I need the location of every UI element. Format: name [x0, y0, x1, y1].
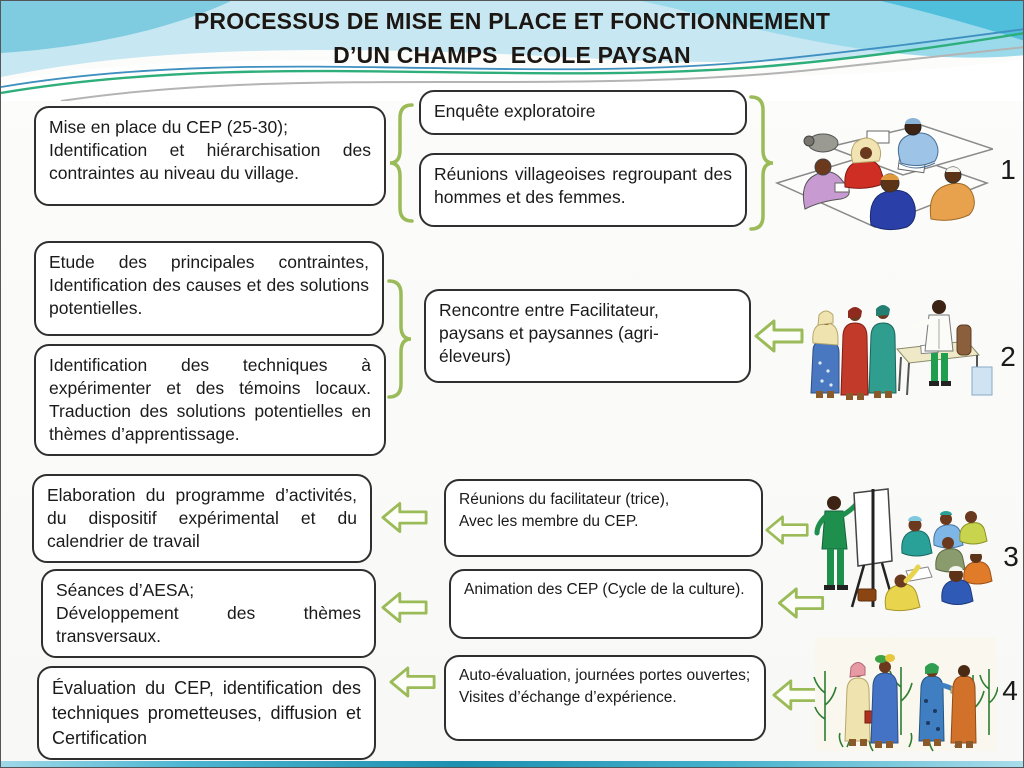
illustration-farmers-field-visit	[813, 623, 998, 756]
step-number-2: 2	[1000, 341, 1016, 372]
step-number-3: 3	[1003, 541, 1019, 572]
box-text: Avec les membre du CEP.	[459, 513, 639, 530]
box-text: paysans et paysannes (agri-	[439, 323, 659, 344]
box-text: Identification et hiérarchisation des contraintes au niveau du village.	[49, 140, 371, 184]
process-box-mid-1a	[419, 90, 747, 135]
process-box-mid-4	[449, 569, 763, 639]
box-text: Réunions villageoises regroupant des hommes et des femmes.	[434, 164, 732, 208]
illustration-farmers-meeting-facilitator	[789, 273, 994, 405]
process-box-left-4	[32, 474, 372, 563]
brace-close-icon	[386, 278, 414, 400]
page-title-line-1: PROCESSUS DE MISE EN PLACE ET FONCTIONNEMENT	[193, 8, 831, 34]
process-box-left-3	[34, 344, 386, 456]
page-title-line-2: D’UN CHAMPS ECOLE PAYSAN	[333, 42, 691, 68]
arrow-left-icon	[389, 665, 436, 699]
box-text: éleveurs)	[439, 346, 511, 367]
arrow-left-icon	[381, 591, 428, 624]
arrow-left-icon	[381, 501, 428, 534]
box-text: Enquête exploratoire	[434, 101, 596, 121]
brace-open-icon	[387, 102, 415, 224]
box-text: Séances d’AESA;	[56, 580, 195, 600]
footer-wave-bar	[1, 761, 1023, 767]
box-text: Identification des techniques à expérimenter et des témoins locaux. Traduction des solutions potentielles en thèmes d’apprentissage.	[49, 355, 371, 445]
box-text: Etude des principales contraintes, Identification des causes et des solutions potentielles.	[49, 252, 369, 319]
process-box-mid-1b	[419, 153, 747, 227]
process-box-mid-2	[424, 289, 751, 383]
process-box-left-6	[37, 666, 376, 760]
box-text: Développement des thèmes transversaux.	[56, 603, 361, 647]
box-text: Animation des CEP (Cycle de la culture).	[464, 581, 745, 598]
box-text: Auto-évaluation, journées portes ouvertes;	[459, 667, 751, 684]
illustration-villagers-seated-meeting	[771, 91, 993, 239]
process-box-left-1	[34, 106, 386, 206]
box-text: Visites d’échange d’expérience.	[459, 689, 677, 706]
box-text: Réunions du facilitateur (trice),	[459, 491, 670, 508]
process-box-mid-5	[444, 655, 766, 741]
illustration-facilitator-flipchart-group	[794, 469, 996, 621]
process-box-left-5	[41, 569, 376, 658]
step-number-4: 4	[1002, 675, 1018, 706]
box-text: Mise en place du CEP (25-30);	[49, 117, 288, 137]
box-text: Évaluation du CEP, identification des techniques prometteuses, diffusion et Certification	[52, 678, 361, 748]
process-box-left-2	[34, 241, 384, 336]
arrow-left-icon	[772, 678, 819, 712]
process-box-mid-3	[444, 479, 763, 557]
step-number-1: 1	[1000, 154, 1016, 185]
box-text: Elaboration du programme d’activités, du dispositif expérimental et du calendrier de travail	[47, 485, 357, 552]
box-text: Rencontre entre Facilitateur,	[439, 300, 659, 320]
